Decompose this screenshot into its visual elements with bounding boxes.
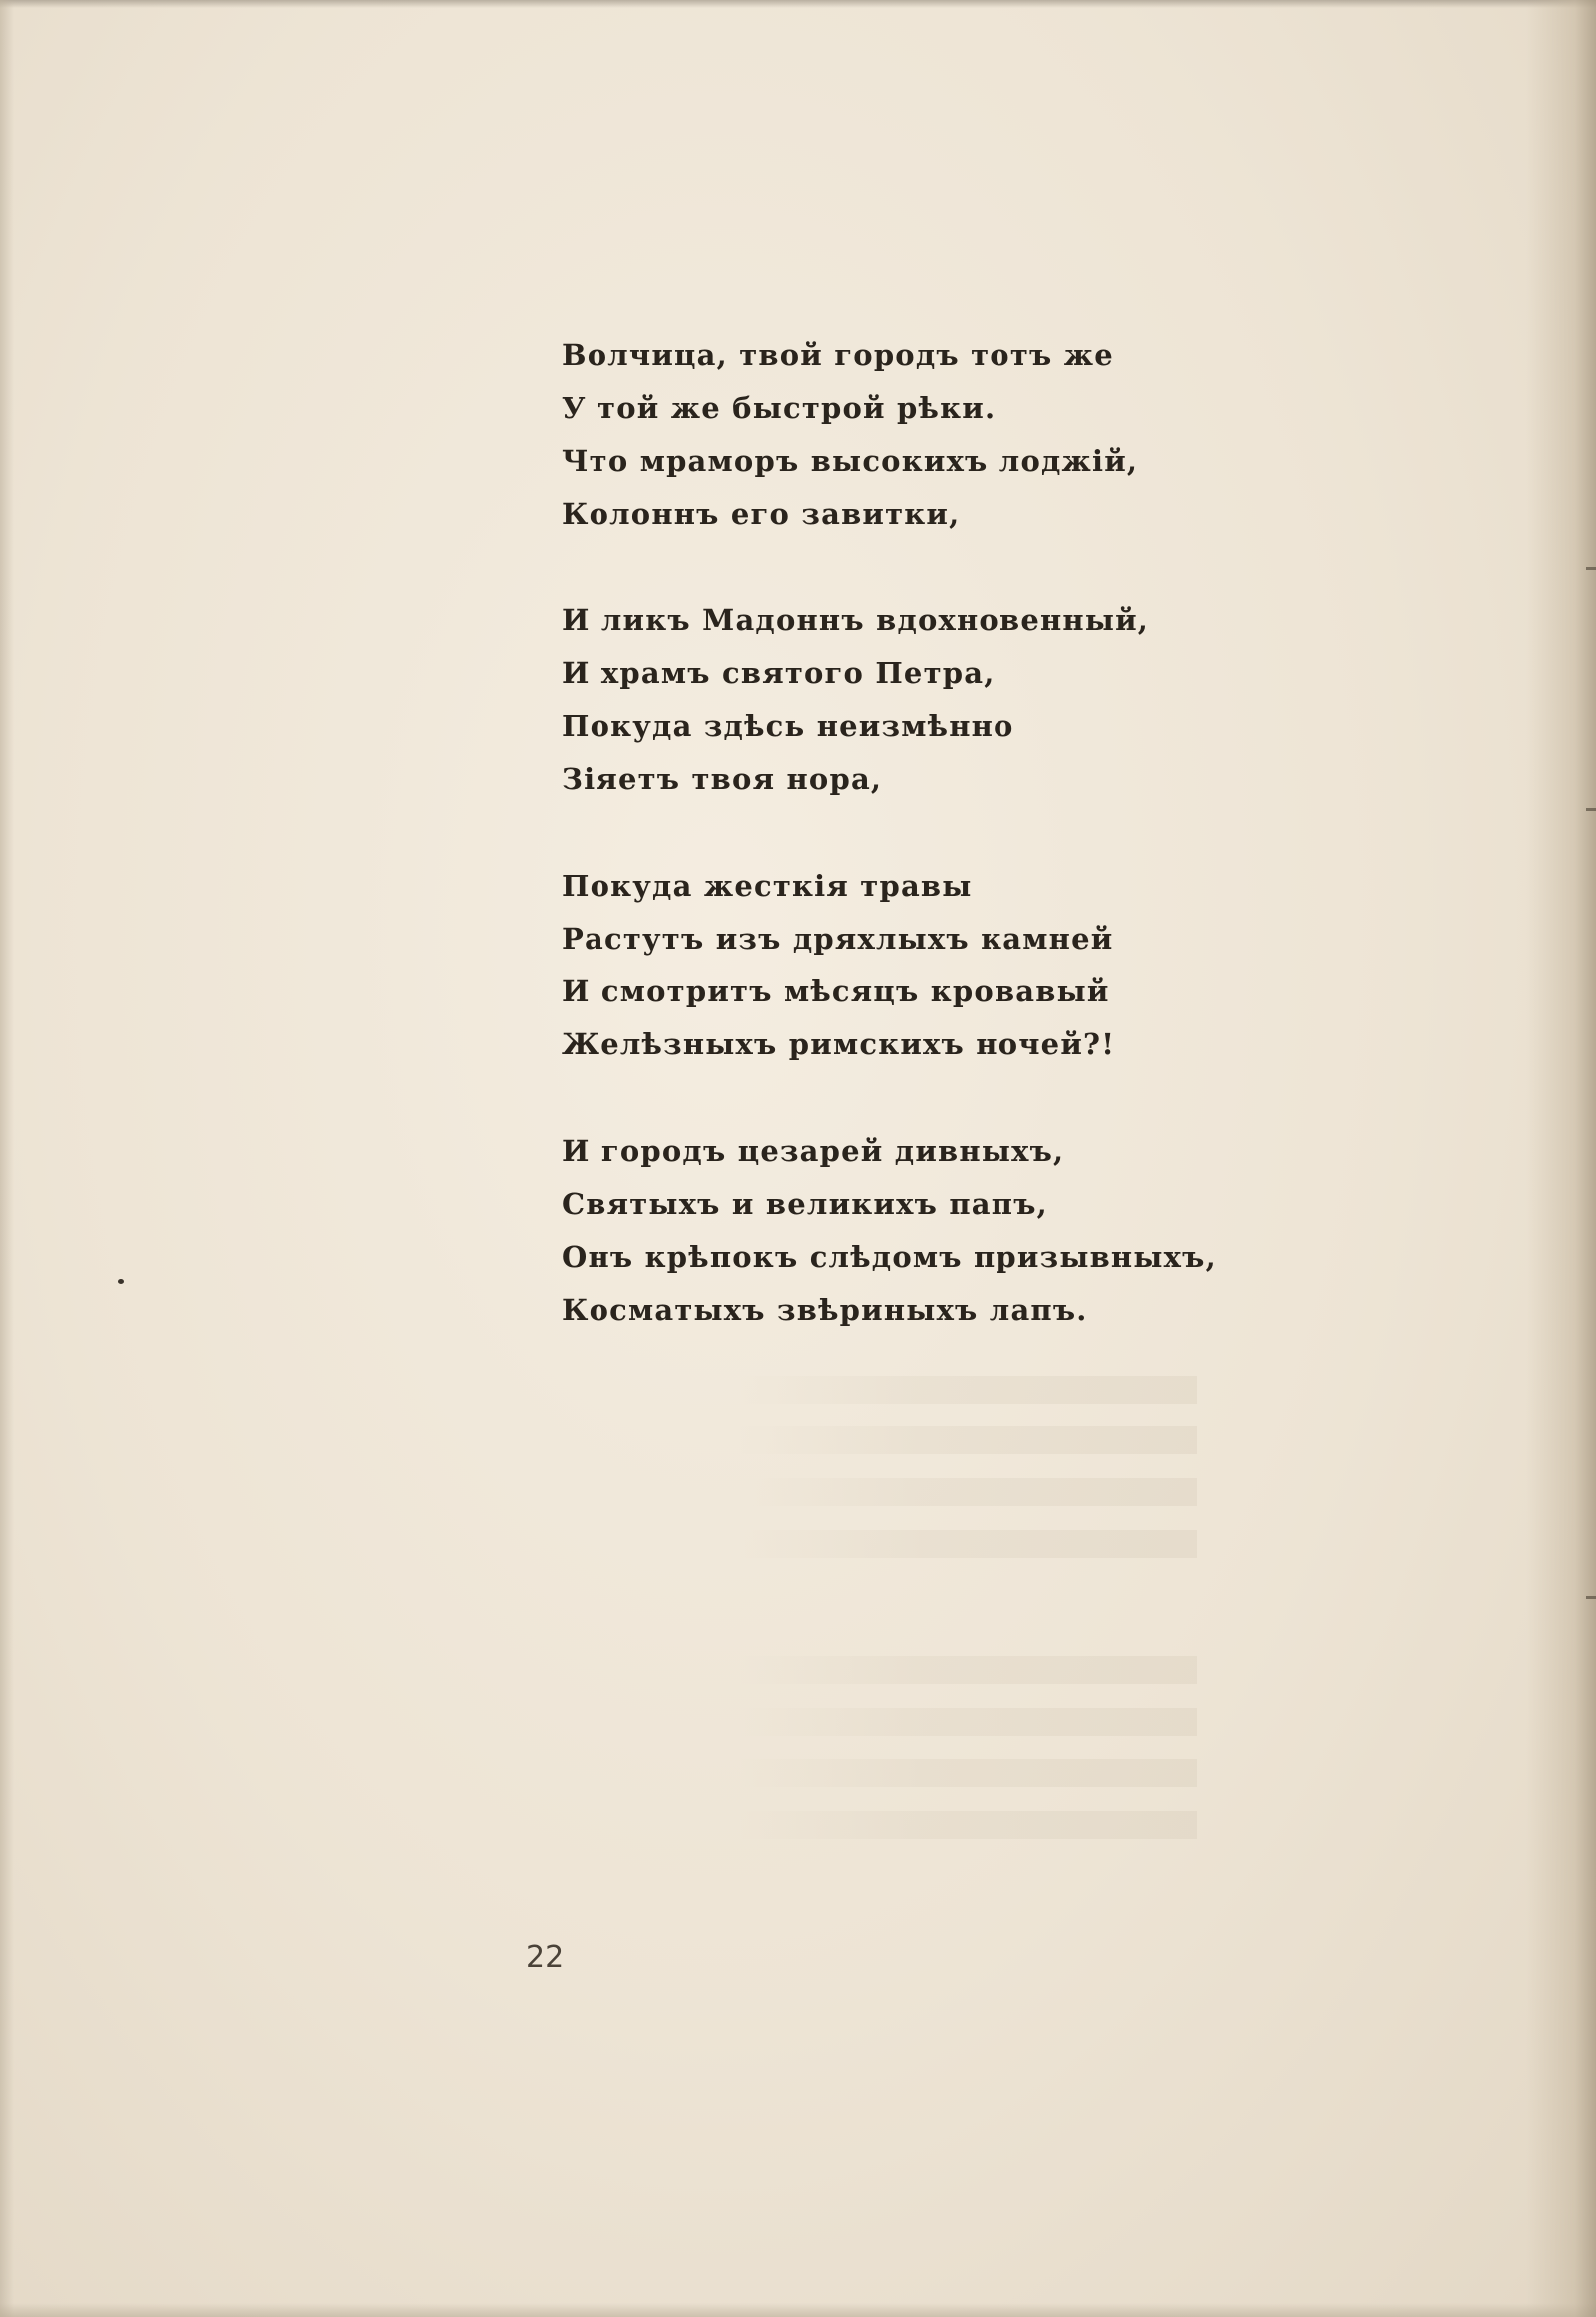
bleed-through xyxy=(738,1656,1197,1684)
poem-line: Колоннъ его завитки, xyxy=(562,497,961,531)
poem-line: И смотритъ мѣсяцъ кровавый xyxy=(562,974,1110,1008)
poem-line: Что мраморъ высокихъ лоджій, xyxy=(562,444,1139,478)
poem-line: Покуда жесткія травы xyxy=(562,869,973,903)
stanza-2 xyxy=(562,594,1200,806)
stanza-1 xyxy=(562,329,1200,541)
bleed-through xyxy=(738,1811,1197,1839)
stanza-3 xyxy=(562,860,1200,1071)
bleed-through xyxy=(738,1478,1197,1506)
bleed-through xyxy=(738,1426,1197,1454)
bleed-through xyxy=(738,1759,1197,1787)
bleed-through xyxy=(738,1376,1197,1404)
binding-thread xyxy=(1586,808,1596,811)
spine-shadow xyxy=(1526,0,1596,2317)
page-bottom-edge xyxy=(0,2303,1596,2317)
poem-line: И храмъ святого Петра, xyxy=(562,656,996,690)
poem xyxy=(562,329,1217,1337)
poem-line: Святыхъ и великихъ папъ, xyxy=(562,1187,1048,1221)
bleed-through xyxy=(738,1530,1197,1558)
stanza-4 xyxy=(562,1125,1217,1337)
poem-line: Косматыхъ звѣриныхъ лапъ. xyxy=(562,1293,1088,1327)
poem-line: Желѣзныхъ римскихъ ночей?! xyxy=(562,1027,1116,1061)
poem-line: Растутъ изъ дряхлыхъ камней xyxy=(562,922,1114,956)
bleed-through xyxy=(738,1708,1197,1736)
poem-line: Зіяетъ твоя нора, xyxy=(562,762,883,796)
poem-line: И ликъ Мадоннъ вдохновенный, xyxy=(562,603,1150,637)
page-left-edge xyxy=(0,0,14,2317)
poem-line: Волчица, твой городъ тотъ же xyxy=(562,338,1114,372)
page-number: 22 xyxy=(526,1940,565,1975)
poem-line: И городъ цезарей дивныхъ, xyxy=(562,1134,1065,1168)
page-top-edge xyxy=(0,0,1596,8)
poem-line: У той же быстрой рѣки. xyxy=(562,391,997,425)
poem-line: Покуда здѣсь неизмѣнно xyxy=(562,709,1014,743)
binding-thread xyxy=(1586,567,1596,570)
ink-speck xyxy=(118,1279,124,1284)
binding-thread xyxy=(1586,1596,1596,1599)
poem-line: Онъ крѣпокъ слѣдомъ призывныхъ, xyxy=(562,1240,1217,1274)
